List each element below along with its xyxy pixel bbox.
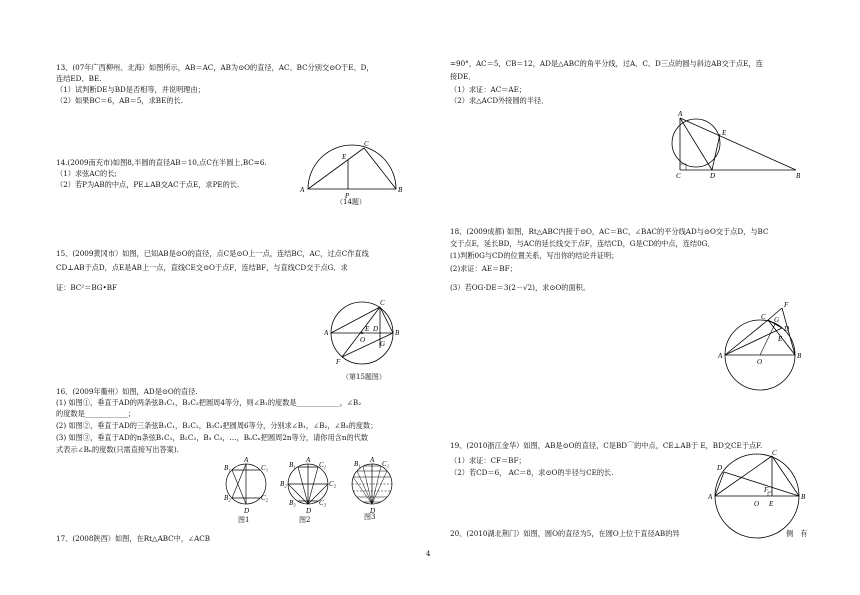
q18-part1: (1)判断0G与CD的位置关系，写出你的结论并证明； — [450, 251, 619, 260]
q16-fig2-label-b1: B₁ — [289, 461, 296, 469]
q15-caption: （第15题图） — [342, 373, 386, 381]
q19-part2: （2）若CD＝6， AC＝8，求⊙O的半径与CE的长. — [450, 468, 614, 477]
q14-line1: 14.(2009南充市)如图8,半圆的直径AB＝10,点C在半圆上,BC=6. — [56, 158, 267, 167]
q19-part1: （1）求证：CF＝BF； — [450, 456, 526, 465]
q16-fig3-label-d: D — [370, 507, 376, 515]
q16-fig1-label-d: D — [244, 507, 250, 515]
q13-line2: 连结ED、BE. — [56, 74, 102, 83]
q14-label-p: P — [345, 192, 350, 200]
q14-label-c: C — [364, 140, 369, 148]
q16-fig2-label-b2: B₂ — [280, 480, 287, 488]
q18-line1: 18、(2009成都) 如图，Rt△ABC内接于⊙O，AC＝BC，∠BAC的平分线AD与⊙O交于点D，与BC — [450, 227, 769, 236]
q14-part2: （2）若P为AB的中点，PE⊥AB交AC于点E，求PE的长. — [56, 180, 240, 189]
q16-caption-3: 图3 — [364, 513, 376, 521]
q15-label-b: B — [395, 329, 400, 337]
q16-fig2-label-d: D — [306, 507, 312, 515]
q19-label-a: A — [708, 493, 713, 501]
q18-label-b: B — [797, 352, 802, 360]
q15-line2: CD⊥AB于点D，点E是AB上一点，直线CE交⊙O于点F，连结BF，与直线CD交于点G．求 — [56, 263, 348, 272]
q19-label-c: C — [772, 449, 777, 457]
q17-cont-line2: 接DE． — [450, 72, 476, 81]
q17-part2: （2）求△ACD外接圆的半径． — [450, 96, 549, 105]
q17-line1: 17、(2008陕西）如图，在Rt△ABC中，∠ACB — [56, 534, 211, 543]
q17-label-a: A — [678, 110, 683, 118]
q17-label-d: D — [710, 172, 716, 180]
q16-line1: 16、(2009年衢州）如图，AD是⊙O的直径. — [56, 387, 198, 396]
q16-caption-1: 图1 — [238, 516, 250, 524]
q18-label-a: A — [718, 352, 723, 360]
q16-fig1-label-b2: B₂ — [224, 494, 231, 502]
q16-fig2-label-c1: C₁ — [319, 461, 327, 469]
q19-line1: 19、(2010浙江金华）如图，AB是⊙O的直径，C是BD⌒的中点，CE⊥AB于 E，BD交CE于点F. — [450, 441, 763, 450]
q18-label-f: F — [784, 301, 789, 309]
q17-label-e: E — [722, 129, 727, 137]
q16-fig1-label-b1: B₁ — [224, 464, 231, 472]
q14-caption: （14题） — [336, 198, 366, 206]
q18-part3: (3）若OG·DE＝3(2－√2)，求⊙O的面积。 — [450, 283, 591, 292]
q20-line1: 20、(2010湖北荆门）如图，圆O的直径为5，在圆O上位于直径AB的异 — [450, 529, 680, 538]
q15-label-c: C — [380, 299, 385, 307]
q19-label-d: D — [717, 464, 723, 472]
q14-label-a: A — [300, 186, 305, 194]
q18-line2: 交于点E，延长BD，与AC的延长线交于点F，连结CD，G是CD的中点，连结0G． — [450, 239, 715, 248]
page-number: 4 — [426, 550, 431, 558]
q19-figure — [706, 448, 810, 520]
q14-label-b: B — [398, 186, 403, 194]
q15-label-o: O — [360, 336, 366, 344]
q16-fig3-label-c1: C₁ — [382, 460, 390, 468]
q14-figure — [298, 138, 402, 200]
q15-figure — [322, 298, 406, 370]
q15-label-g: G — [380, 340, 386, 348]
q16-figures — [222, 458, 412, 514]
q16-fig2-label-a: A — [306, 456, 311, 464]
q16-part1: (1) 如图①，垂直于AD的两条弦B₁C₁，B₂C₂把圆周4等分，则∠B₁的度数是____________，∠B₂ — [56, 398, 362, 407]
q18-part2: (2)求证：AE＝BF； — [450, 264, 517, 273]
q17-label-b: B — [796, 172, 801, 180]
q18-label-g: G — [774, 316, 780, 324]
q15-label-f: F — [336, 358, 341, 366]
q14-part1: （1）求弦AC的长; — [56, 169, 117, 178]
q18-label-e: E — [778, 335, 783, 343]
q16-fig1-label-c2: C₂ — [261, 494, 269, 502]
q18-label-d: D — [784, 325, 790, 333]
q16-fig2-label-c2: C₂ — [329, 480, 337, 488]
q19-label-e: E — [769, 500, 774, 508]
q15-label-e: E — [365, 325, 370, 333]
q15-label-a: A — [324, 329, 329, 337]
q16-fig2-label-b3: B₃ — [289, 499, 296, 507]
q17-label-c: C — [676, 172, 681, 180]
q19-label-o: O — [754, 500, 760, 508]
q13-part2: （2）如果BC＝6，AB＝5，求BE的长. — [56, 96, 183, 105]
q13-part1: （1）试判断DE与BD是否相等，并说明理由； — [56, 85, 205, 94]
q13-line1: 13、(07年广西柳州、北海）如图所示，AB＝AC，AB为⊙O的直径，AC、BC分别交⊙O于E、D， — [56, 63, 374, 72]
q17-cont-line1: =90°，AC＝5，CB＝12，AD是△ABC的角平分线，过A、C、D三点的圆与斜边AB交于点E，连 — [450, 59, 763, 68]
q16-fig2-label-c3: C₃ — [319, 499, 327, 507]
q14-label-e: E — [342, 153, 347, 161]
q19-label-f: F — [764, 486, 769, 494]
q17-part1: （1）求证：AC＝AE； — [450, 85, 527, 94]
q16-fig1-label-c1: C₁ — [261, 464, 269, 472]
q16-fig1-label-a: A — [244, 456, 249, 464]
q18-label-c: C — [761, 313, 766, 321]
q16-part1b: 的度数是____________； — [56, 409, 136, 418]
q17-figure — [668, 108, 808, 180]
q20-tail: 侧 有 — [786, 529, 808, 538]
q16-fig3-label-a: A — [370, 456, 375, 464]
q16-part2: (2) 如图②，垂直于AD的三条弦B₁C₁，B₂C₂，B₃C₃把圆周6等分，分别求∠B₁，∠B₂，∠B₃的度数； — [56, 421, 378, 430]
q16-part3b: 式表示∠Bₙ的度数(只需直接写出答案). — [56, 445, 179, 454]
q15-line3: 证：BC²＝BG•BF — [56, 283, 118, 292]
q18-label-o: O — [757, 358, 763, 366]
q15-line1: 15、(2009黄冈市）如图，已知AB是⊙O的直径，点C是⊙O上一点，连结BC，AC，过点C作直线 — [56, 249, 369, 258]
q15-label-d: D — [373, 325, 379, 333]
q16-caption-2: 图2 — [299, 516, 311, 524]
q16-fig3-label-b1: B₁ — [354, 460, 361, 468]
q19-label-b: B — [801, 493, 806, 501]
q16-part3: (3) 如图③，垂直于AD的n条弦B₁C₁，B₂C₂，B₃ C₃，…，BₙCₙ把圆周2n等分，请你用含n的代数 — [56, 433, 369, 442]
q18-figure — [716, 300, 806, 392]
